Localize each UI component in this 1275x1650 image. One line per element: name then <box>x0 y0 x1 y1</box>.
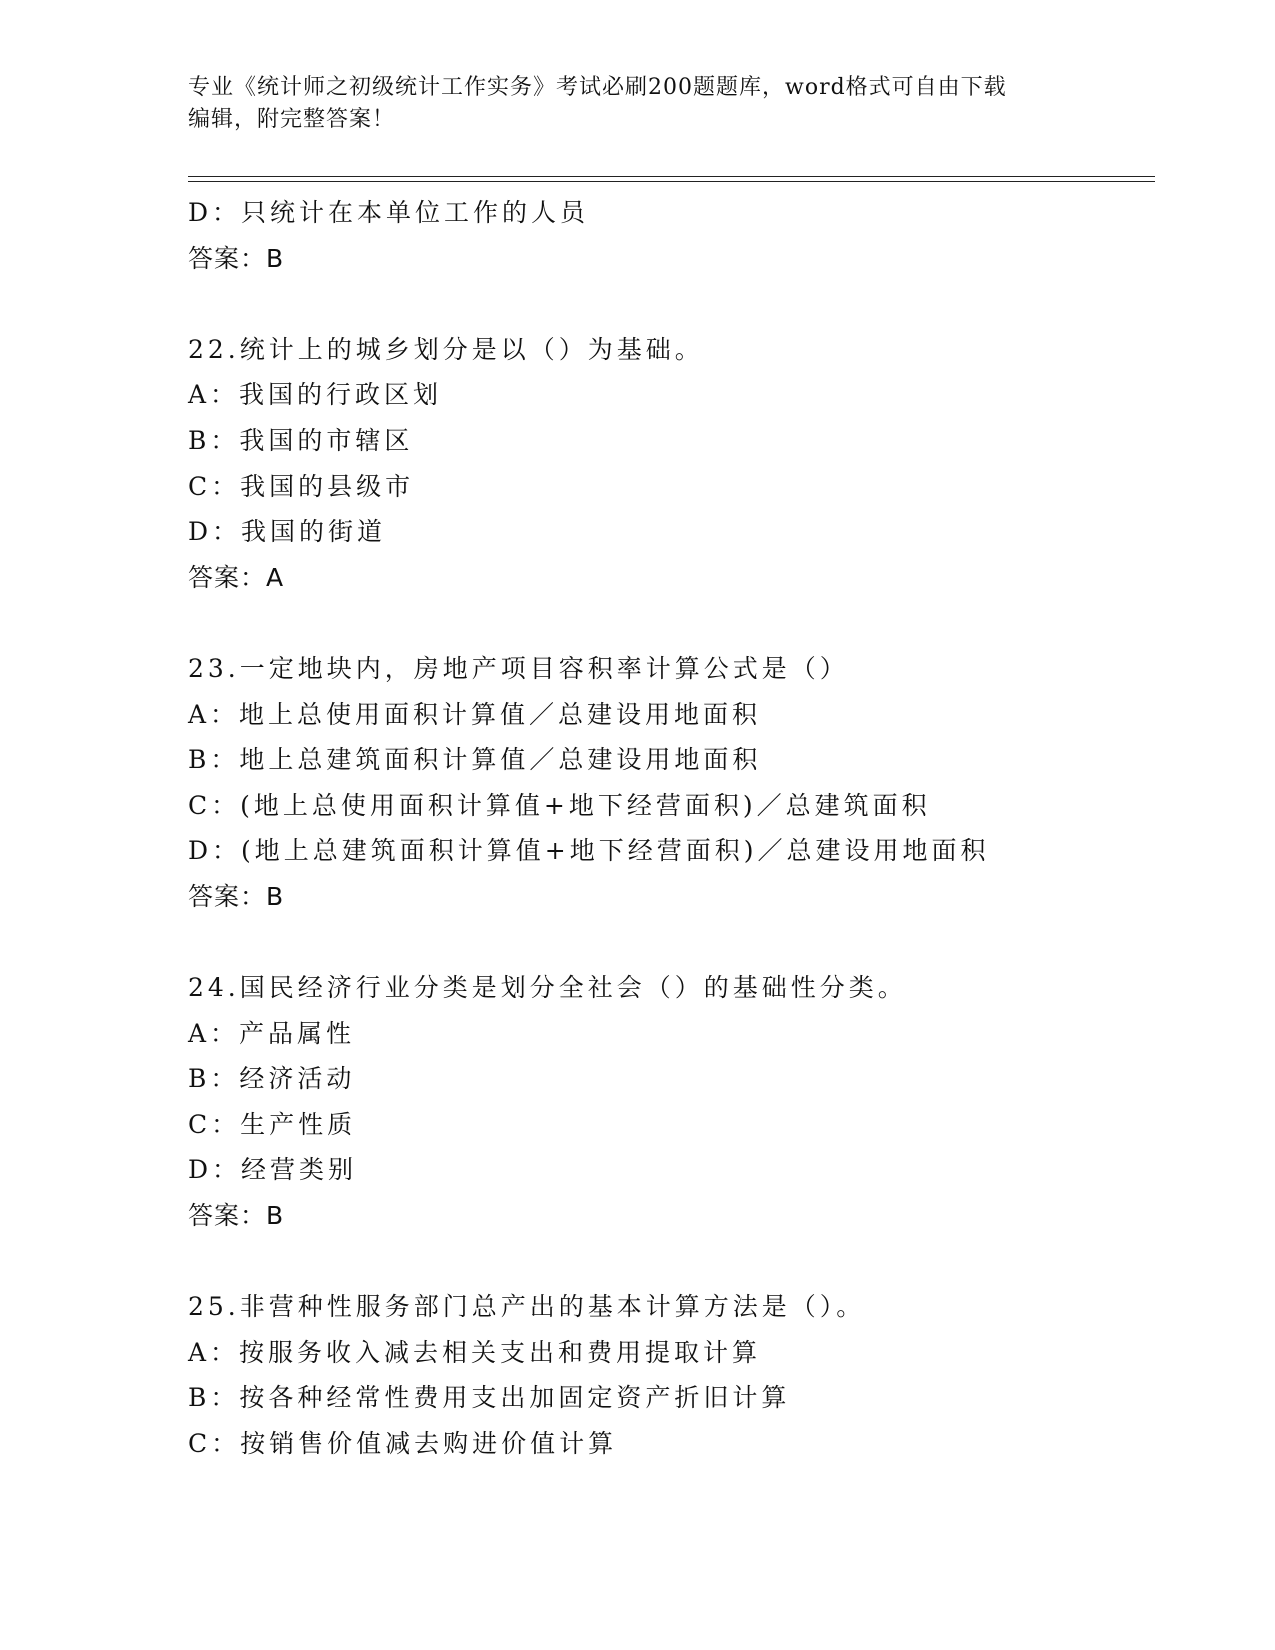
header-divider-top <box>188 176 1155 177</box>
header-title-line-2: 编辑，附完整答案！ <box>188 107 396 132</box>
question-24 <box>188 965 1188 1239</box>
answer-line: 答案：B <box>188 243 285 273</box>
question-stem: 23.一定地块内，房地产项目容积率计算公式是（） <box>188 653 849 683</box>
question-stem: 24.国民经济行业分类是划分全社会（）的基础性分类。 <box>188 973 907 1003</box>
question-21-continued <box>188 190 1188 281</box>
option-c: C：我国的县级市 <box>188 471 415 501</box>
answer-line: 答案：A <box>188 562 285 592</box>
document-header <box>188 72 1088 136</box>
option-a: A：按服务收入减去相关支出和费用提取计算 <box>188 1337 762 1367</box>
option-d: D：经营类别 <box>188 1155 358 1185</box>
option-b: B：地上总建筑面积计算值／总建设用地面积 <box>188 745 762 775</box>
question-stem: 25.非营种性服务部门总产出的基本计算方法是（）。 <box>188 1292 866 1322</box>
option-c: C：生产性质 <box>188 1109 357 1139</box>
option-b: B：经济活动 <box>188 1064 356 1094</box>
question-23 <box>188 646 1188 920</box>
spacer <box>188 600 1188 646</box>
option-a: A：产品属性 <box>188 1018 356 1048</box>
question-22 <box>188 327 1188 601</box>
spacer <box>188 281 1188 327</box>
header-divider-bottom <box>188 181 1155 182</box>
option-a: A：地上总使用面积计算值／总建设用地面积 <box>188 699 762 729</box>
question-25 <box>188 1284 1188 1466</box>
option-c: C：按销售价值减去购进价值计算 <box>188 1429 618 1459</box>
answer-line: 答案：B <box>188 1201 285 1231</box>
option-d: D：(地上总建筑面积计算值+地下经营面积)／总建设用地面积 <box>188 836 990 866</box>
option-d: D：我国的街道 <box>188 517 387 547</box>
option-b: B：按各种经常性费用支出加固定资产折旧计算 <box>188 1383 791 1413</box>
header-title-line-1: 专业《统计师之初级统计工作实务》考试必刷200题题库，word格式可自由下载 <box>188 75 1007 100</box>
option-d: D：只统计在本单位工作的人员 <box>188 198 590 227</box>
question-list <box>188 190 1188 1467</box>
answer-line: 答案：B <box>188 881 285 911</box>
spacer <box>188 1239 1188 1285</box>
option-b: B：我国的市辖区 <box>188 425 414 455</box>
question-stem: 22.统计上的城乡划分是以（）为基础。 <box>188 334 704 364</box>
option-c: C：(地上总使用面积计算值+地下经营面积)／总建筑面积 <box>188 790 931 820</box>
spacer <box>188 920 1188 966</box>
option-a: A：我国的行政区划 <box>188 380 443 410</box>
